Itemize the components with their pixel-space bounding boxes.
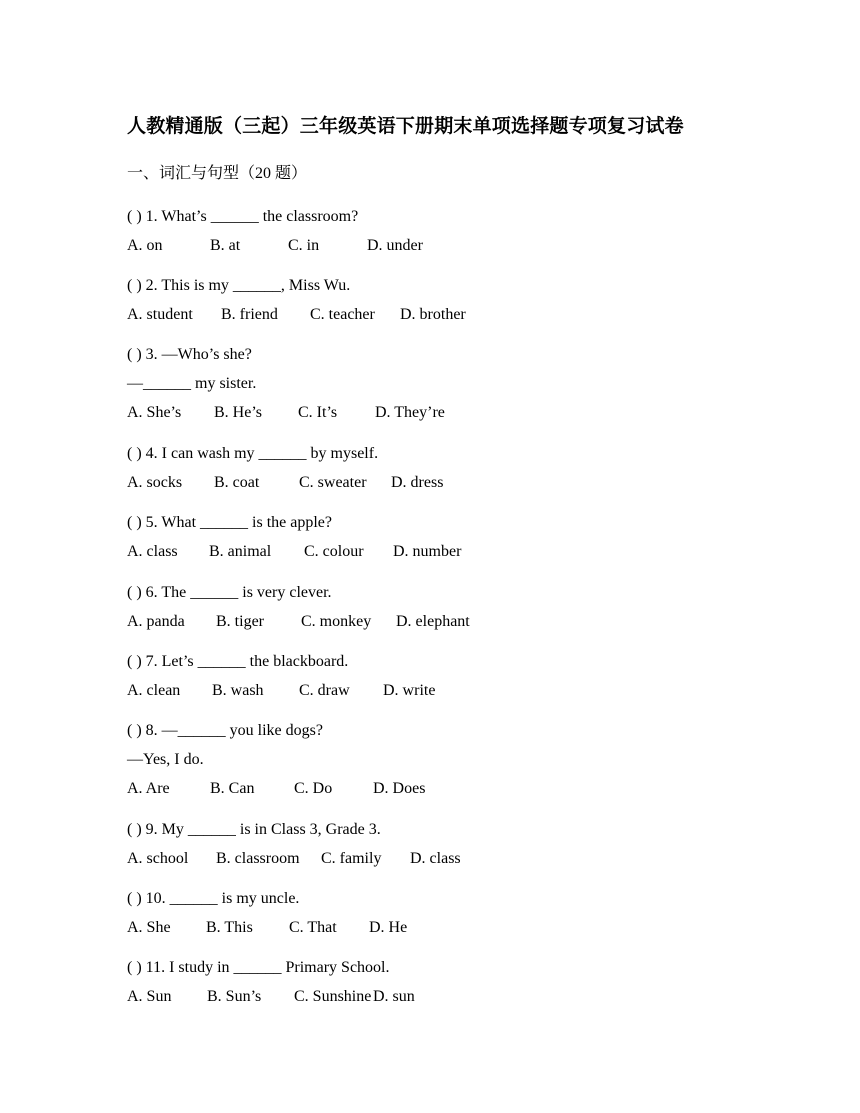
answer-option-c: C. Sunshine	[294, 988, 372, 1005]
question-stem: ( ) 5. What ______ is the apple?	[127, 514, 332, 531]
answer-option-c: C. It’s	[298, 404, 338, 421]
answer-option-d: D. sun	[373, 988, 415, 1005]
question-stem: ( ) 7. Let’s ______ the blackboard.	[127, 653, 349, 670]
question-4	[127, 439, 747, 497]
answer-options	[127, 676, 747, 705]
section-heading: 一、词汇与句型（20 题）	[127, 165, 308, 182]
answer-option-c: C. monkey	[301, 613, 372, 630]
answer-option-a: A. on	[127, 237, 163, 254]
answer-option-b: B. at	[210, 237, 241, 254]
answer-option-b: B. This	[206, 919, 253, 936]
answer-options	[127, 231, 747, 260]
document-title: 人教精通版（三起）三年级英语下册期末单项选择题专项复习试卷	[127, 116, 684, 137]
answer-options	[127, 607, 747, 636]
question-response-line: —Yes, I do.	[127, 751, 204, 768]
question-stem: ( ) 9. My ______ is in Class 3, Grade 3.	[127, 821, 381, 838]
answer-option-b: B. He’s	[214, 404, 262, 421]
answer-option-d: D. elephant	[396, 613, 470, 630]
answer-option-b: B. wash	[212, 682, 264, 699]
answer-option-d: D. He	[369, 919, 408, 936]
answer-options	[127, 774, 747, 803]
answer-option-a: A. socks	[127, 474, 183, 491]
question-stem: ( ) 8. —______ you like dogs?	[127, 722, 323, 739]
question-stem: ( ) 3. —Who’s she?	[127, 346, 252, 363]
answer-option-c: C. That	[289, 919, 337, 936]
answer-option-d: D. They’re	[375, 404, 445, 421]
answer-option-a: A. clean	[127, 682, 181, 699]
answer-option-a: A. student	[127, 306, 193, 323]
question-11	[127, 953, 747, 1011]
answer-option-c: C. family	[321, 850, 382, 867]
answer-option-d: D. brother	[400, 306, 466, 323]
question-stem: ( ) 6. The ______ is very clever.	[127, 584, 332, 601]
answer-options	[127, 300, 747, 329]
answer-options	[127, 468, 747, 497]
answer-options	[127, 844, 747, 873]
answer-option-a: A. She	[127, 919, 171, 936]
answer-option-d: D. Does	[373, 780, 426, 797]
answer-option-a: A. school	[127, 850, 189, 867]
answer-option-b: B. Sun’s	[207, 988, 262, 1005]
question-3	[127, 340, 747, 427]
question-1	[127, 202, 747, 260]
answer-option-c: C. Do	[294, 780, 333, 797]
answer-option-c: C. sweater	[299, 474, 367, 491]
answer-option-d: D. number	[393, 543, 462, 560]
answer-options	[127, 982, 747, 1011]
question-stem: ( ) 4. I can wash my ______ by myself.	[127, 445, 379, 462]
answer-option-b: B. classroom	[216, 850, 300, 867]
answer-option-c: C. colour	[304, 543, 364, 560]
question-response-line: —______ my sister.	[127, 375, 257, 392]
answer-option-d: D. write	[383, 682, 436, 699]
question-9	[127, 815, 747, 873]
answer-option-c: C. teacher	[310, 306, 375, 323]
question-stem: ( ) 11. I study in ______ Primary School.	[127, 959, 390, 976]
answer-option-a: A. class	[127, 543, 178, 560]
answer-options	[127, 398, 747, 427]
answer-option-b: B. coat	[214, 474, 260, 491]
question-5	[127, 508, 747, 566]
answer-option-c: C. draw	[299, 682, 350, 699]
answer-option-a: A. Are	[127, 780, 170, 797]
answer-option-d: D. dress	[391, 474, 444, 491]
question-8	[127, 716, 747, 803]
question-stem: ( ) 1. What’s ______ the classroom?	[127, 208, 359, 225]
answer-option-b: B. tiger	[216, 613, 264, 630]
answer-option-b: B. friend	[221, 306, 278, 323]
answer-option-b: B. animal	[209, 543, 272, 560]
answer-option-a: A. She’s	[127, 404, 182, 421]
answer-option-d: D. class	[410, 850, 461, 867]
question-stem: ( ) 2. This is my ______, Miss Wu.	[127, 277, 351, 294]
question-10	[127, 884, 747, 942]
answer-option-a: A. panda	[127, 613, 185, 630]
question-7	[127, 647, 747, 705]
answer-option-b: B. Can	[210, 780, 255, 797]
answer-option-c: C. in	[288, 237, 320, 254]
answer-options	[127, 913, 747, 942]
answer-options	[127, 537, 747, 566]
question-stem: ( ) 10. ______ is my uncle.	[127, 890, 300, 907]
answer-option-d: D. under	[367, 237, 423, 254]
answer-option-a: A. Sun	[127, 988, 172, 1005]
question-2	[127, 271, 747, 329]
question-6	[127, 578, 747, 636]
